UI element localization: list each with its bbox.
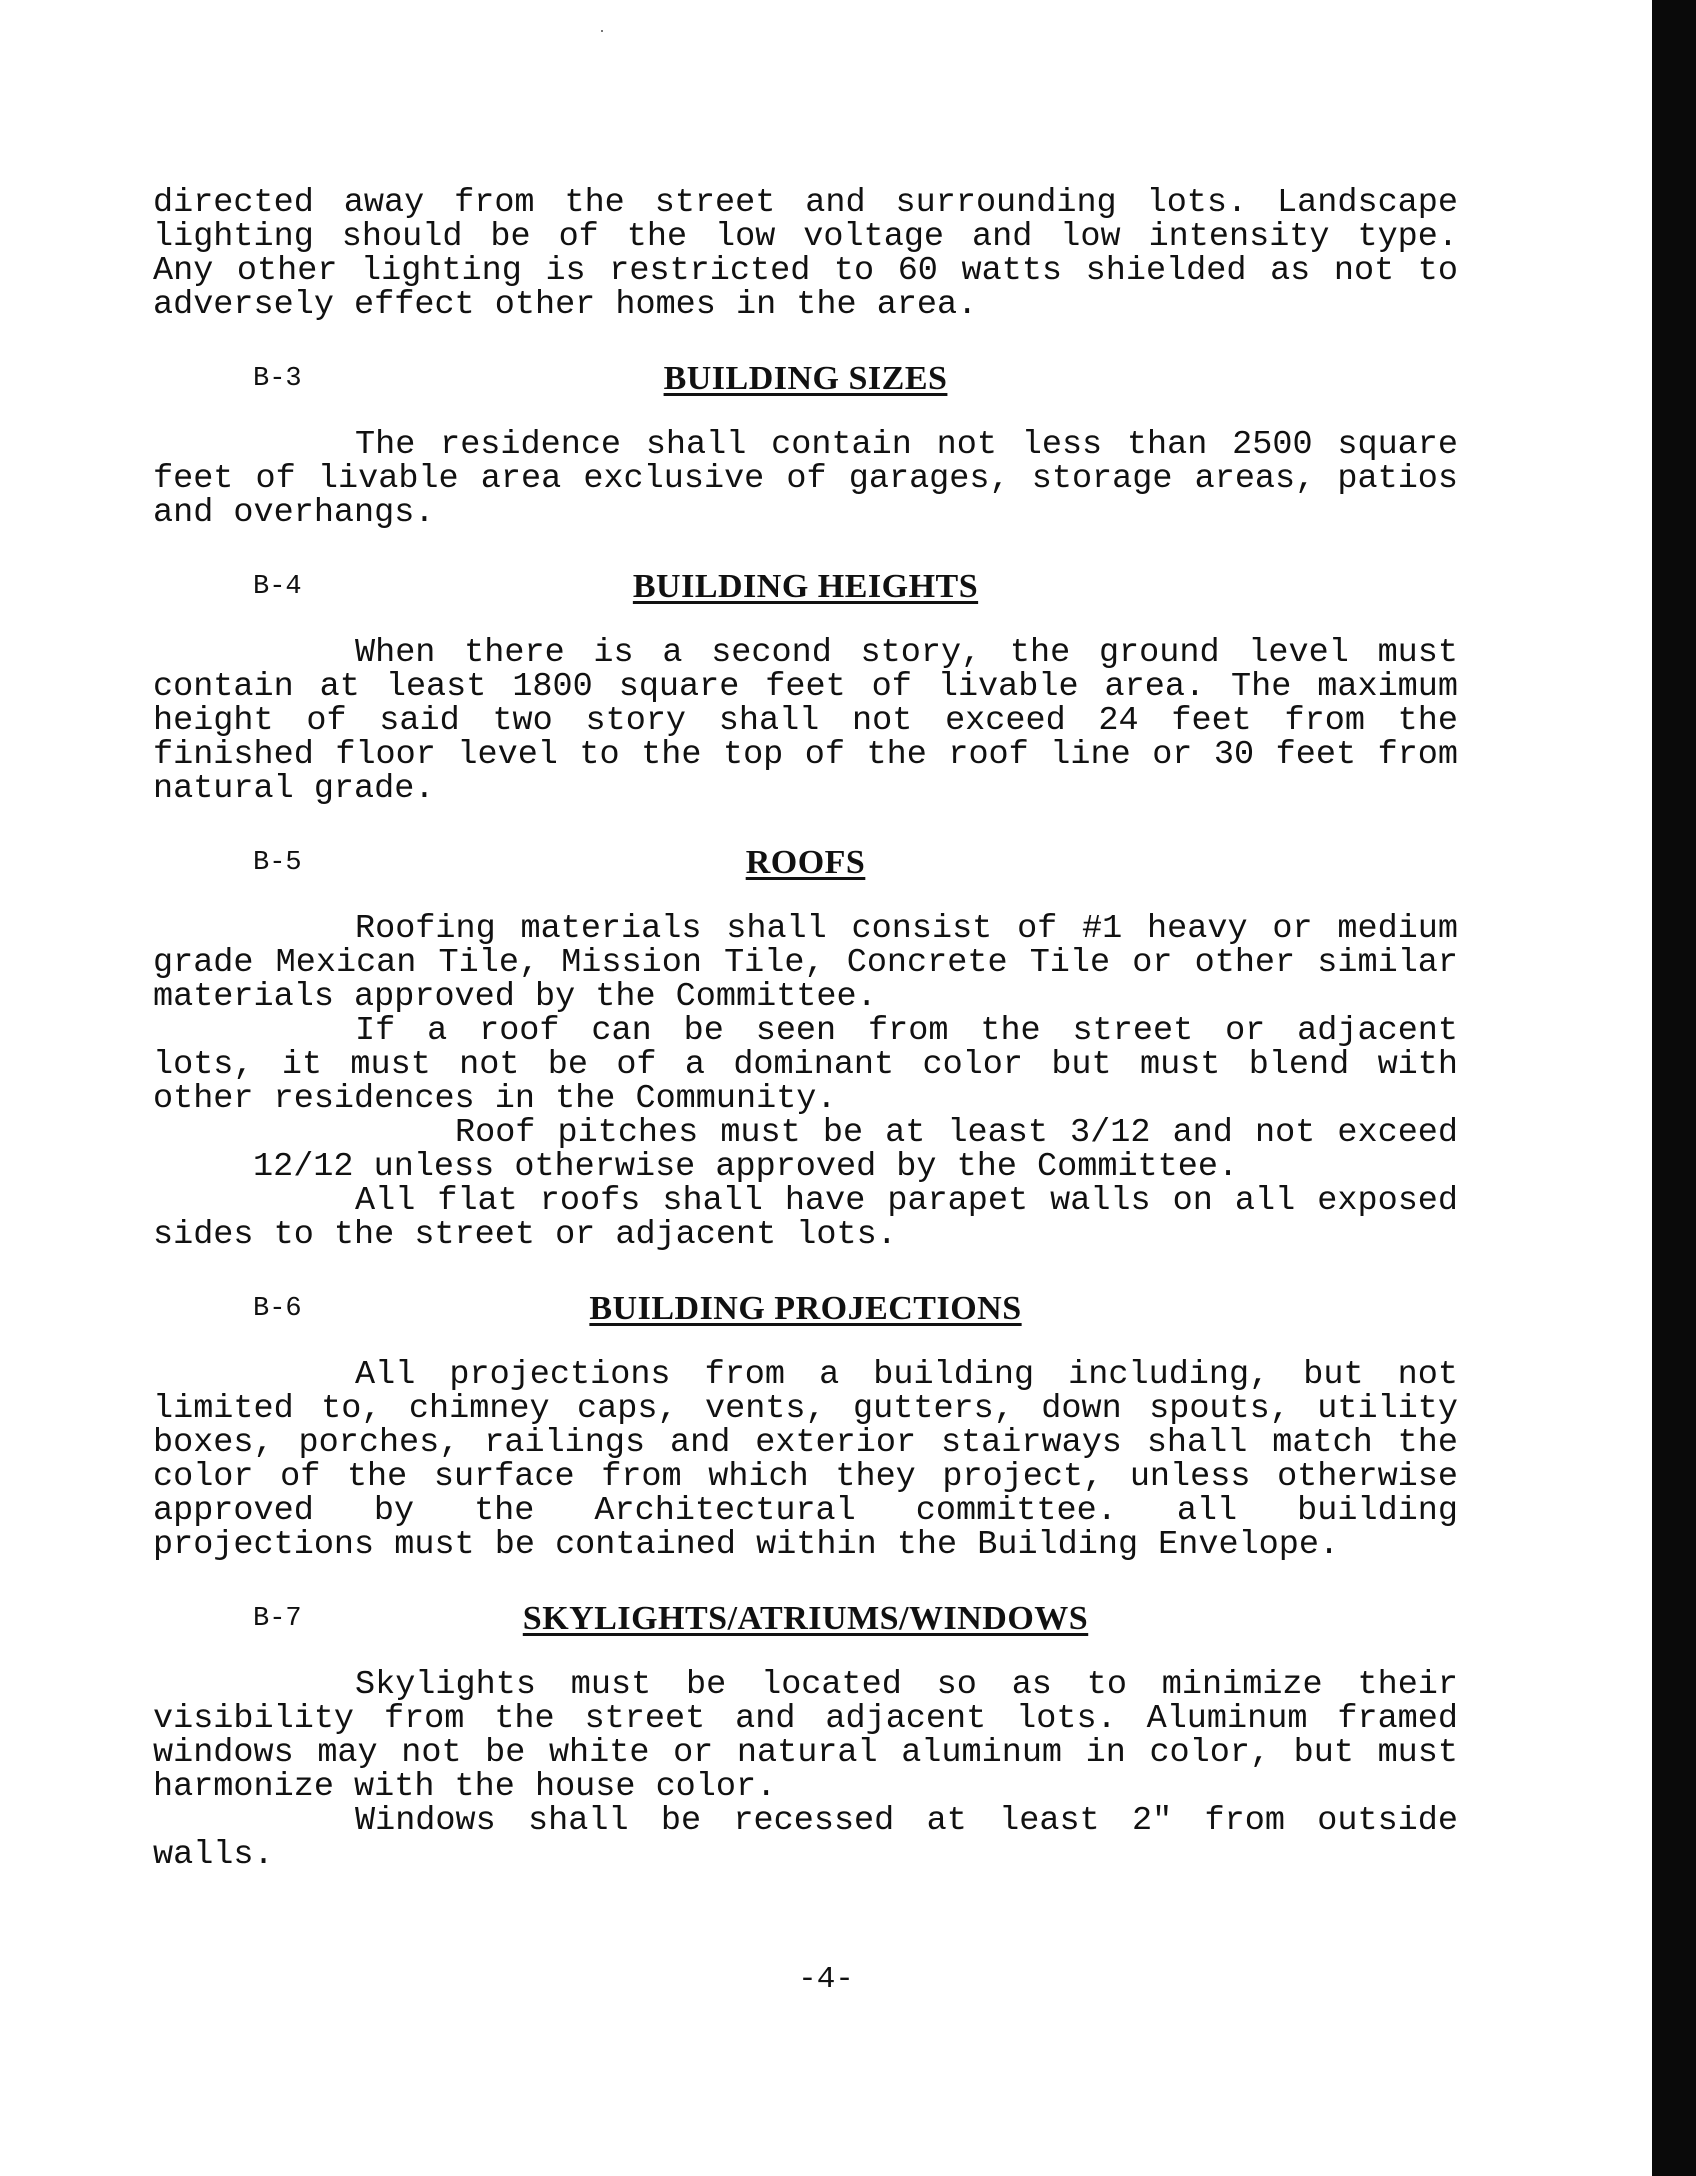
section-title: SKYLIGHTS/ATRIUMS/WINDOWS [522, 1600, 1089, 1637]
section-paragraph: All flat roofs shall have parapet walls on all exposed sides to the street or adjacent lots. [153, 1182, 1458, 1254]
section-paragraph: All projections from a building including, but not limited to, chimney caps, vents, gutters, down spouts, utility boxes, porches, railings and exterior stairways shall match the color of the surface from which they project, unless otherwise approved by the Architectural committee. all building projections must be contained within the Building Envelope. [153, 1356, 1458, 1564]
scan-edge-bar [1652, 0, 1696, 2176]
section-paragraph: The residence shall contain not less than 2500 square feet of livable area exclusive of garages, storage areas, patios and overhangs. [153, 426, 1458, 532]
intro-paragraph: directed away from the street and surrounding lots. Landscape lighting should be of the low voltage and low intensity type. Any other lighting is restricted to 60 watts shielded as not to adversely effect other homes in the area. [153, 184, 1458, 324]
section-title: ROOFS [745, 844, 866, 881]
section-header-b7 [153, 1600, 1458, 1638]
section-paragraph: When there is a second story, the ground level must contain at least 1800 square feet of livable area. The maximum height of said two story shall not exceed 24 feet from the finished floor level to the top of the roof line or 30 feet from natural grade. [153, 634, 1458, 808]
document-body [153, 186, 1458, 1872]
section-header-b6 [153, 1290, 1458, 1328]
section-header-b4 [153, 568, 1458, 606]
section-paragraph: Roofing materials shall consist of #1 heavy or medium grade Mexican Tile, Mission Tile, Concrete Tile or other similar materials approved by the Committee. [153, 910, 1458, 1016]
scan-speck [601, 30, 603, 32]
section-number: B-6 [253, 1294, 302, 1324]
section-number: B-7 [253, 1604, 302, 1634]
section-paragraph: Skylights must be located so as to minimize their visibility from the street and adjacent lots. Aluminum framed windows may not be white or natural aluminum in color, but must harmonize with the house color. [153, 1666, 1458, 1806]
section-paragraph: Windows shall be recessed at least 2" from outside walls. [153, 1802, 1458, 1874]
section-title: BUILDING PROJECTIONS [589, 1290, 1022, 1327]
section-number: B-3 [253, 364, 302, 394]
page-number: -4- [798, 1962, 854, 1997]
section-paragraph: If a roof can be seen from the street or adjacent lots, it must not be of a dominant color but must blend with other residences in the Community. [153, 1012, 1458, 1118]
section-number: B-4 [253, 572, 302, 602]
section-title: BUILDING HEIGHTS [632, 568, 979, 605]
section-header-b3 [153, 360, 1458, 398]
section-number: B-5 [253, 848, 302, 878]
section-header-b5 [153, 844, 1458, 882]
section-paragraph: Roof pitches must be at least 3/12 and not exceed 12/12 unless otherwise approved by the Committee. [253, 1114, 1458, 1186]
section-title: BUILDING SIZES [663, 360, 948, 397]
